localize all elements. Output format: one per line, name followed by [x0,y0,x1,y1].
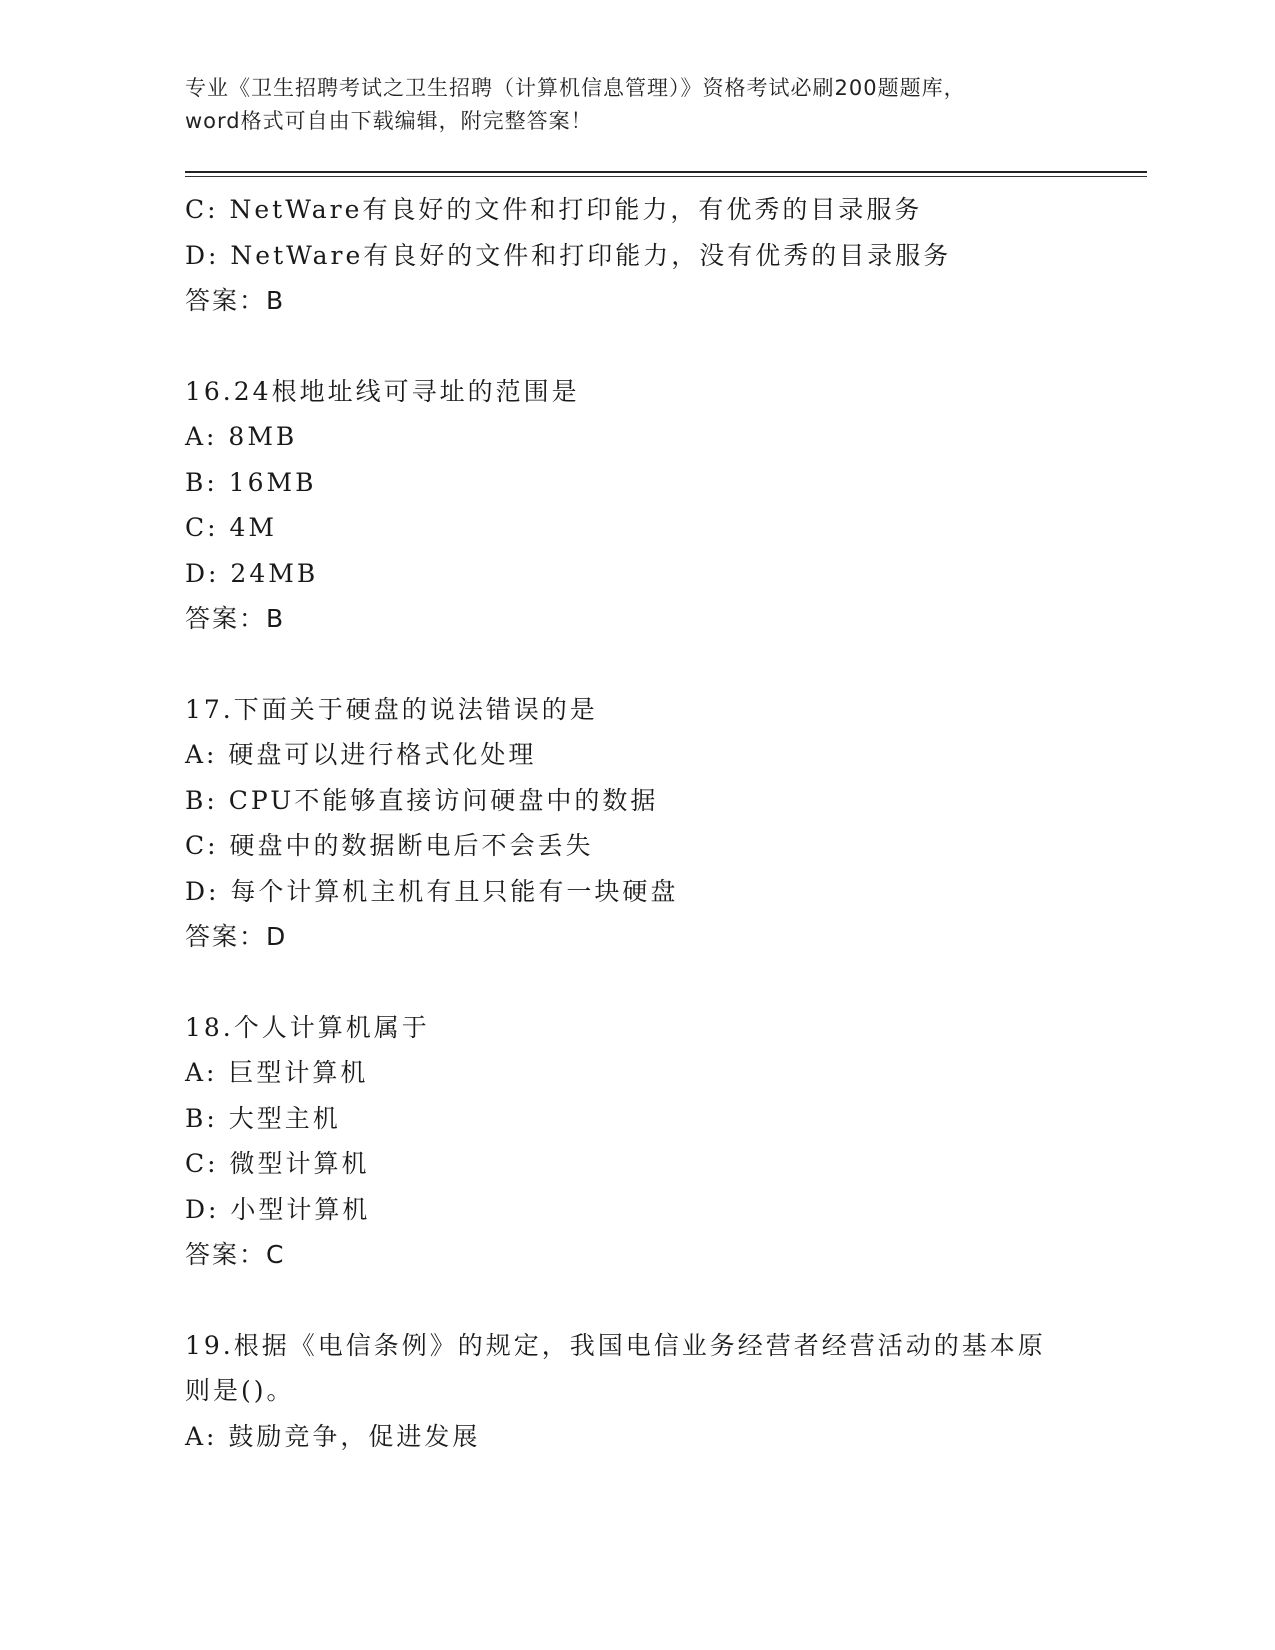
question-block-16 [185,369,1085,642]
option-b: B: 16MB [185,467,317,497]
option-d: D: 小型计算机 [185,1194,371,1224]
question-block-17 [185,687,1085,960]
option-a: A: 8MB [185,422,298,451]
option-b: B: 大型主机 [185,1103,341,1133]
option-d: D: 每个计算机主机有且只能有一块硬盘 [185,876,679,906]
question-stem: 17.下面关于硬盘的说法错误的是 [185,694,598,724]
option-a: A: 硬盘可以进行格式化处理 [185,740,537,769]
option-c: C: 微型计算机 [185,1149,370,1178]
question-block-19 [185,1323,1085,1460]
option-d: D: 24MB [185,558,319,588]
question-stem: 16.24根地址线可寻址的范围是 [185,376,580,406]
question-list [185,187,1085,1459]
answer-label: 答案：C [185,1240,286,1269]
header-title-line-2: word格式可自由下载编辑，附完整答案！ [185,109,593,133]
answer-label: 答案：B [185,286,286,315]
question-block-partial [185,187,1085,324]
option-a: A: 鼓励竞争，促进发展 [185,1421,481,1451]
question-stem: 18.个人计算机属于 [185,1012,430,1042]
question-block-18 [185,1005,1085,1278]
document-header [185,72,1085,138]
option-c: C: 硬盘中的数据断电后不会丢失 [185,831,594,860]
question-stem-line-2: 则是()。 [185,1376,295,1405]
header-divider-top [185,171,1147,173]
option-c: C: NetWare有良好的文件和打印能力，有优秀的目录服务 [185,195,923,224]
option-a: A: 巨型计算机 [185,1058,369,1087]
header-title-line-1: 专业《卫生招聘考试之卫生招聘（计算机信息管理）》资格考试必刷200题题库， [185,76,966,100]
option-d: D: NetWare有良好的文件和打印能力，没有优秀的目录服务 [185,240,952,270]
question-stem-line-1: 19.根据《电信条例》的规定，我国电信业务经营者经营活动的基本原 [185,1330,1046,1360]
option-b: B: CPU不能够直接访问硬盘中的数据 [185,785,659,815]
option-c: C: 4M [185,513,278,542]
answer-label: 答案：D [185,922,288,951]
header-divider-bottom [185,176,1147,177]
answer-label: 答案：B [185,604,286,633]
